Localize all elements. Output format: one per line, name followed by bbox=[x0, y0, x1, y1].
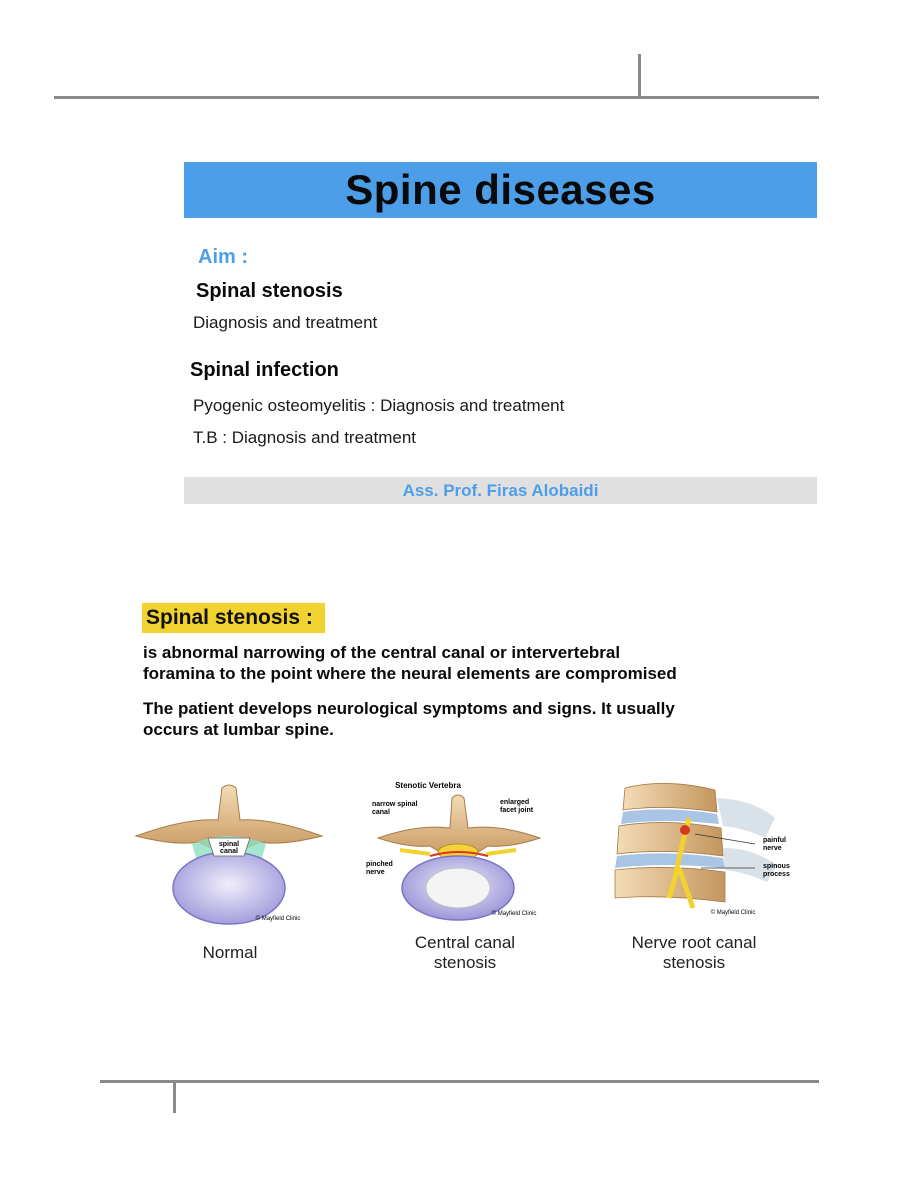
figure-credit: © Mayfield Clinic bbox=[255, 916, 301, 922]
caption-line: Nerve root canal bbox=[631, 933, 757, 952]
figure-credit: © Mayfield Clinic bbox=[491, 911, 537, 917]
caption-line: stenosis bbox=[433, 953, 497, 972]
lumbar-spine-illustration bbox=[605, 778, 805, 923]
footer-rule bbox=[100, 1080, 819, 1083]
stenosis-heading bbox=[142, 603, 325, 633]
definition-paragraph bbox=[143, 642, 843, 684]
figure-label: narrow spinal bbox=[372, 801, 418, 808]
normal-vertebra-illustration bbox=[132, 780, 327, 925]
caption-central-stenosis bbox=[385, 933, 545, 973]
definition-line: is abnormal narrowing of the central canal or intervertebral bbox=[143, 643, 621, 662]
figure-label: canal bbox=[220, 848, 238, 855]
figure-credit: © Mayfield Clinic bbox=[710, 910, 756, 916]
symptoms-paragraph bbox=[143, 698, 843, 740]
caption-line: Normal bbox=[202, 943, 258, 962]
figure-label: painful bbox=[763, 837, 786, 844]
author-name: Ass. Prof. Firas Alobaidi bbox=[402, 480, 599, 500]
caption-line: Central canal bbox=[414, 933, 516, 952]
symptoms-line: occurs at lumbar spine. bbox=[143, 720, 334, 739]
figure-label: process bbox=[763, 871, 790, 878]
caption-normal bbox=[170, 943, 290, 963]
symptoms-line: The patient develops neurological symptoms and signs. It usually bbox=[143, 699, 675, 718]
figure-label: enlarged bbox=[500, 799, 530, 806]
stenosis-heading-text: Spinal stenosis : bbox=[146, 606, 313, 629]
figure-nerve-root-stenosis bbox=[605, 778, 805, 923]
figure-title: Stenotic Vertebra bbox=[395, 781, 461, 790]
section-line: Diagnosis and treatment bbox=[193, 313, 378, 332]
stenotic-vertebra-illustration bbox=[360, 776, 560, 921]
figure-normal bbox=[132, 780, 327, 925]
caption-line: stenosis bbox=[662, 953, 726, 972]
figure-label: facet joint bbox=[500, 807, 534, 814]
title-band bbox=[184, 162, 817, 218]
header-rule bbox=[54, 96, 819, 99]
page-title: Spine diseases bbox=[345, 166, 656, 213]
definition-line: foramina to the point where the neural elements are compromised bbox=[143, 664, 677, 683]
figure-label: nerve bbox=[763, 845, 782, 852]
aim-label: Aim : bbox=[198, 246, 248, 268]
caption-nerve-root-stenosis bbox=[605, 933, 783, 973]
figure-central-stenosis bbox=[360, 776, 560, 921]
figure-label: canal bbox=[372, 809, 390, 816]
header-tick bbox=[638, 54, 641, 98]
footer-tick bbox=[173, 1082, 176, 1113]
section-heading-infection: Spinal infection bbox=[190, 359, 339, 381]
figure-label: spinous bbox=[763, 863, 790, 870]
section-line: T.B : Diagnosis and treatment bbox=[193, 428, 417, 447]
figure-label: spinal bbox=[218, 841, 240, 848]
author-band bbox=[184, 477, 817, 504]
figure-label: pinched bbox=[366, 861, 393, 868]
section-heading-stenosis: Spinal stenosis bbox=[196, 280, 343, 302]
figure-label: nerve bbox=[366, 869, 385, 876]
section-line: Pyogenic osteomyelitis : Diagnosis and treatment bbox=[193, 396, 565, 415]
